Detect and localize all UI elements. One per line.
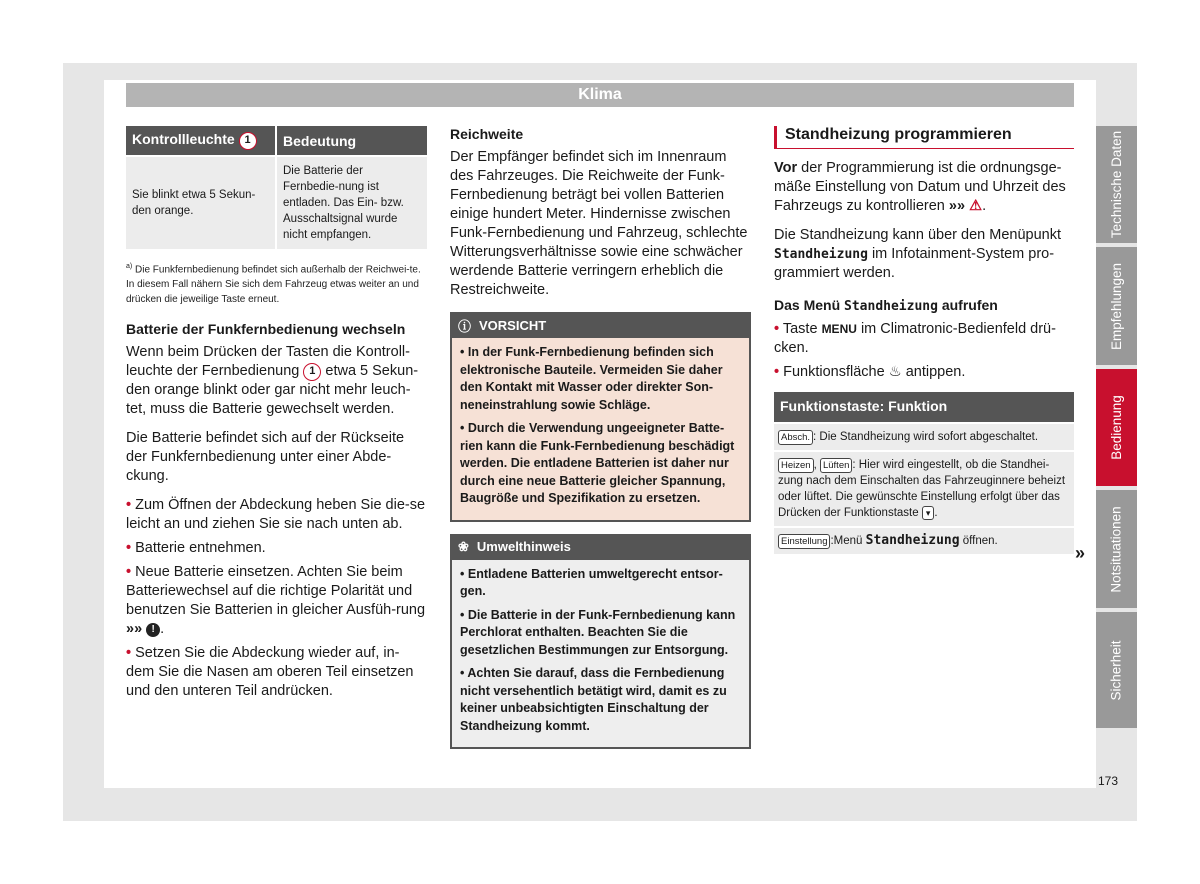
key-lueften: Lüften [820,458,852,473]
reference-arrow-icon[interactable]: »» [948,198,966,214]
section-heading: Reichweite [450,126,524,142]
indicator-table [126,126,427,249]
key-heizen: Heizen [778,458,814,473]
table-header-meaning: Bedeutung [276,126,427,156]
paragraph: Die Standheizung kann über den Menüpunkt Standheizung im Infotainment-System pro-grammiert werden. [774,227,1061,281]
caution-title: VORSICHT [479,317,547,333]
list-item: • Taste MENU im Climatronic-Bedienfeld drü-cken. [774,321,1056,356]
table-row: Einstellung :Menü Standheizung öffnen. [774,526,1074,554]
tab-bedienung[interactable]: Bedienung [1096,369,1137,486]
table-row: Absch. : Die Standheizung wird sofort abgeschaltet. [774,422,1074,450]
list-item: • Batterie entnehmen. [126,540,266,557]
chapter-header: Klima [126,83,1074,107]
warning-circle-icon: ! [146,623,160,637]
list-item: • Durch die Verwendung ungeeigneter Batte-rien kann die Funk-Fernbedienung beschädigt werden. Die entladene Batterien ist daher nur durch eine neue Batterie gleicher Spannung, Baugröße und Spezifikation zu ersetzen. [460,421,735,505]
heater-icon: ♨ [888,364,902,380]
caution-box [450,312,751,522]
callout-number: 1 [303,363,321,381]
environment-box [450,534,751,750]
warning-triangle-icon: ⚠ [969,198,983,214]
dropdown-icon: ▾ [922,506,935,520]
callout-number: 1 [239,132,257,150]
paragraph: Wenn beim Drücken der Tasten die Kontroll-leuchte der Fernbedienung 1 etwa 5 Sekun-den orange blinkt oder gar nicht mehr leuch-tet, muss die Batterie gewechselt werden. [126,344,419,418]
table-cell: Sie blinkt etwa 5 Sekun-den orange. [126,156,276,249]
key-absch: Absch. [778,430,813,445]
key-einstellung: Einstellung [778,534,830,549]
table-header: Funktionstaste: Funktion [774,392,1074,422]
tab-sicherheit[interactable]: Sicherheit [1096,612,1137,728]
list-item: • In der Funk-Fernbedienung befinden sich elektronische Bauteile. Vermeiden Sie daher den Kontakt mit Wasser oder direkter Son-neneinstrahlung sowie Schläge. [460,345,723,412]
tab-technische-daten[interactable]: Technische Daten [1096,126,1137,243]
list-item: • Neue Batterie einsetzen. Achten Sie beim Batteriewechsel auf die richtige Polarität und benutzen Sie Batterien in gleicher Ausfüh-rung »» ! . [126,564,426,638]
middle-column [450,126,751,749]
list-item: • Entladene Batterien umweltgerecht entsor-gen. [460,566,723,598]
tab-empfehlungen[interactable]: Empfehlungen [1096,247,1137,365]
menu-key: MENU [821,322,857,336]
flower-icon: ❀ [458,538,469,554]
continue-arrow-icon: » [1075,543,1086,563]
right-column [774,126,1074,554]
paragraph: Vor der Programmierung ist die ordnungsge-mäße Einstellung von Datum und Uhrzeit des Fahrzeugs zu kontrollieren »» ⚠. [774,160,1066,214]
section-heading: Das Menü Standheizung aufrufen [774,297,998,314]
function-key-table [774,392,1074,554]
page-number: 173 [1098,774,1119,788]
reference-arrow-icon[interactable]: »» [126,621,143,638]
caution-icon: ⓘ [458,318,472,334]
list-item: • Setzen Sie die Abdeckung wieder auf, in-dem Sie die Nasen am oberen Teil einsetzen und den unteren Teil andrücken. [126,645,414,700]
table-row: Heizen , Lüften : Hier wird eingestellt, ob die Standhei-zung nach dem Einschalten das Fahrzeuginnere beheizt oder lüftet. Die gewünschte Einstellung erfolgt über das Drücken der Funktionstaste ▾ . [774,450,1074,526]
left-column [126,126,427,706]
list-item: • Die Batterie in der Funk-Fernbedienung kann Perchlorat enthalten. Beachten Sie die gesetzlichen Bestimmungen zur Entsorgung. [460,607,736,657]
section-title: Standheizung programmieren [774,126,1074,149]
table-cell: Die Batterie der Fernbedie-nung ist entladen. Das Ein- bzw. Ausschaltsignal wurde nicht empfangen. [276,156,427,249]
table-row [126,156,427,249]
list-item: • Zum Öffnen der Abdeckung heben Sie die-se leicht an und ziehen Sie sie nach unten ab. [126,497,426,533]
list-item: • Achten Sie darauf, dass die Fernbedienung nicht versehentlich betätigt wird, damit es zu keiner unbeabsichtigten Einschaltung der Standheizung kommt. [460,666,727,733]
paragraph: Die Batterie befindet sich auf der Rückseite der Funkfernbedienung unter einer Abde-ckung. [126,430,405,485]
table-header-indicator: Kontrollleuchte 1 [126,126,276,156]
paragraph: Der Empfänger befindet sich im Innenraum des Fahrzeuges. Die Reichweite der Funk-Fernbedienung beträgt bei vollen Batterien einige hundert Meter. Hindernisse zwischen Funk-Fernbedienung und Fahrzeug, schlechte Witterungsverhältnisse sowie eine schwächer werdende Batterie verringern erheblich die Restreichweite. [450,149,748,298]
list-item: • Funktionsfläche ♨ antippen. [774,364,966,380]
section-heading: Batterie der Funkfernbedienung wechseln [126,321,406,338]
footnote: $^{a)}$ Die Funkfernbedienung befindet sich außerhalb der Reichwei-te. In diesem Fall nähern Sie sich dem Fahrzeug etwas weiter an und drücken die jeweilige Taste erneut. [126,263,421,306]
environment-title: Umwelthinweis [476,539,571,554]
tab-notsituationen[interactable]: Notsituationen [1096,490,1137,608]
